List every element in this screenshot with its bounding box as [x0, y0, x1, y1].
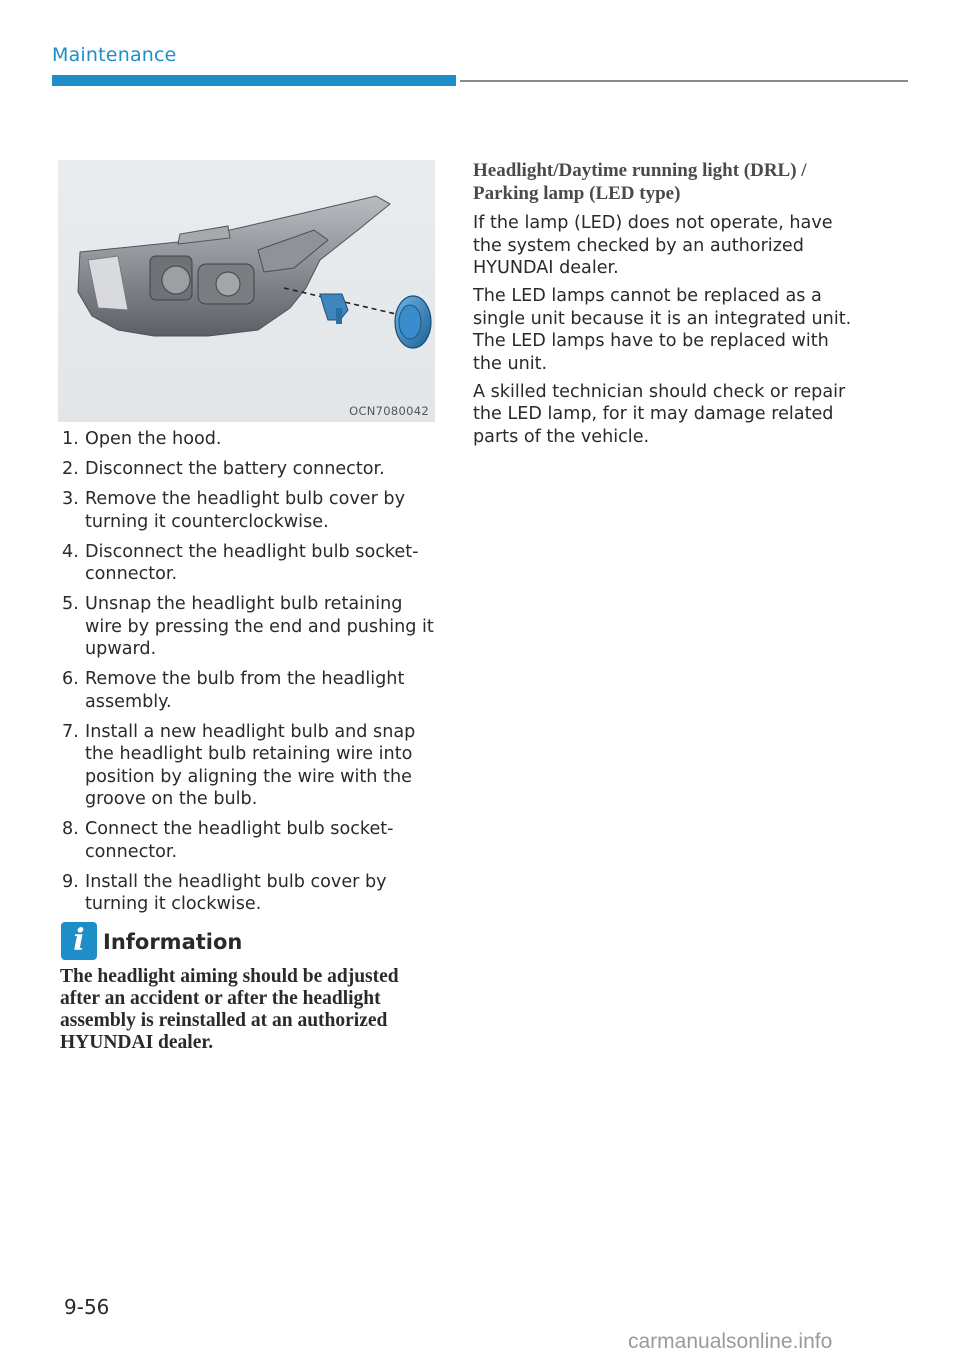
paragraph: The LED lamps cannot be replaced as a single unit because it is an integrated unit. The LED lamps have to be replaced with the unit.: [473, 286, 852, 374]
step-text: Unsnap the headlight bulb retaining wire by pressing the end and pushing it upward.: [85, 594, 434, 659]
step-number: 2.: [62, 459, 79, 479]
paragraph: If the lamp (LED) does not operate, have the system checked by an authorized HYUNDAI dealer.: [473, 213, 833, 278]
step-number: 8.: [62, 819, 79, 839]
figure-code: OCN7080042: [349, 404, 429, 418]
step-text: Disconnect the battery connector.: [85, 459, 385, 479]
step-number: 7.: [62, 721, 79, 742]
step-number: 5.: [62, 594, 79, 614]
step-number: 6.: [62, 669, 79, 689]
list-item: [62, 541, 442, 586]
list-item: [62, 428, 442, 451]
headlight-assembly-illustration: [58, 160, 435, 422]
led-section: [473, 160, 853, 454]
section-heading: Headlight/Daytime running light (DRL) / Parking lamp (LED type): [473, 160, 807, 204]
headlight-assembly-drawing: [58, 160, 435, 422]
step-number: 9.: [62, 871, 79, 892]
section-title: Maintenance: [52, 44, 177, 66]
list-item: [62, 721, 442, 811]
list-item: [62, 488, 442, 533]
paragraph: A skilled technician should check or repair the LED lamp, for it may damage related parts of the vehicle.: [473, 381, 846, 447]
header-divider: [460, 80, 908, 82]
list-item: [62, 871, 442, 916]
step-text: Remove the headlight bulb cover by turning it counterclockwise.: [85, 489, 406, 532]
step-text: Remove the bulb from the headlight assembly.: [85, 669, 405, 712]
information-body: The headlight aiming should be adjusted after an accident or after the headlight assembly is reinstalled at an authorized HYUNDAI dealer.: [60, 966, 399, 1053]
page-number: 9-56: [64, 1295, 110, 1319]
list-item: [62, 458, 442, 481]
list-item: [62, 593, 442, 661]
information-icon: i: [61, 922, 97, 960]
step-number: 4.: [62, 541, 79, 562]
step-text: Open the hood.: [85, 429, 222, 449]
step-number: 1.: [62, 429, 79, 449]
watermark: carmanualsonline.info: [628, 1330, 833, 1353]
step-text: Connect the headlight bulb socket-connector.: [85, 819, 394, 862]
step-text: Disconnect the headlight bulb socket-connector.: [85, 541, 419, 584]
information-title: Information: [103, 930, 243, 954]
list-item: [62, 668, 442, 713]
step-text: Install the headlight bulb cover by turning it clockwise.: [85, 871, 387, 914]
header-accent-rule: [52, 75, 456, 86]
step-number: 3.: [62, 489, 79, 509]
step-text: Install a new headlight bulb and snap the headlight bulb retaining wire into position by aligning the wire with the groove on the bulb.: [85, 721, 416, 809]
procedure-steps: [62, 428, 442, 923]
list-item: [62, 818, 442, 863]
